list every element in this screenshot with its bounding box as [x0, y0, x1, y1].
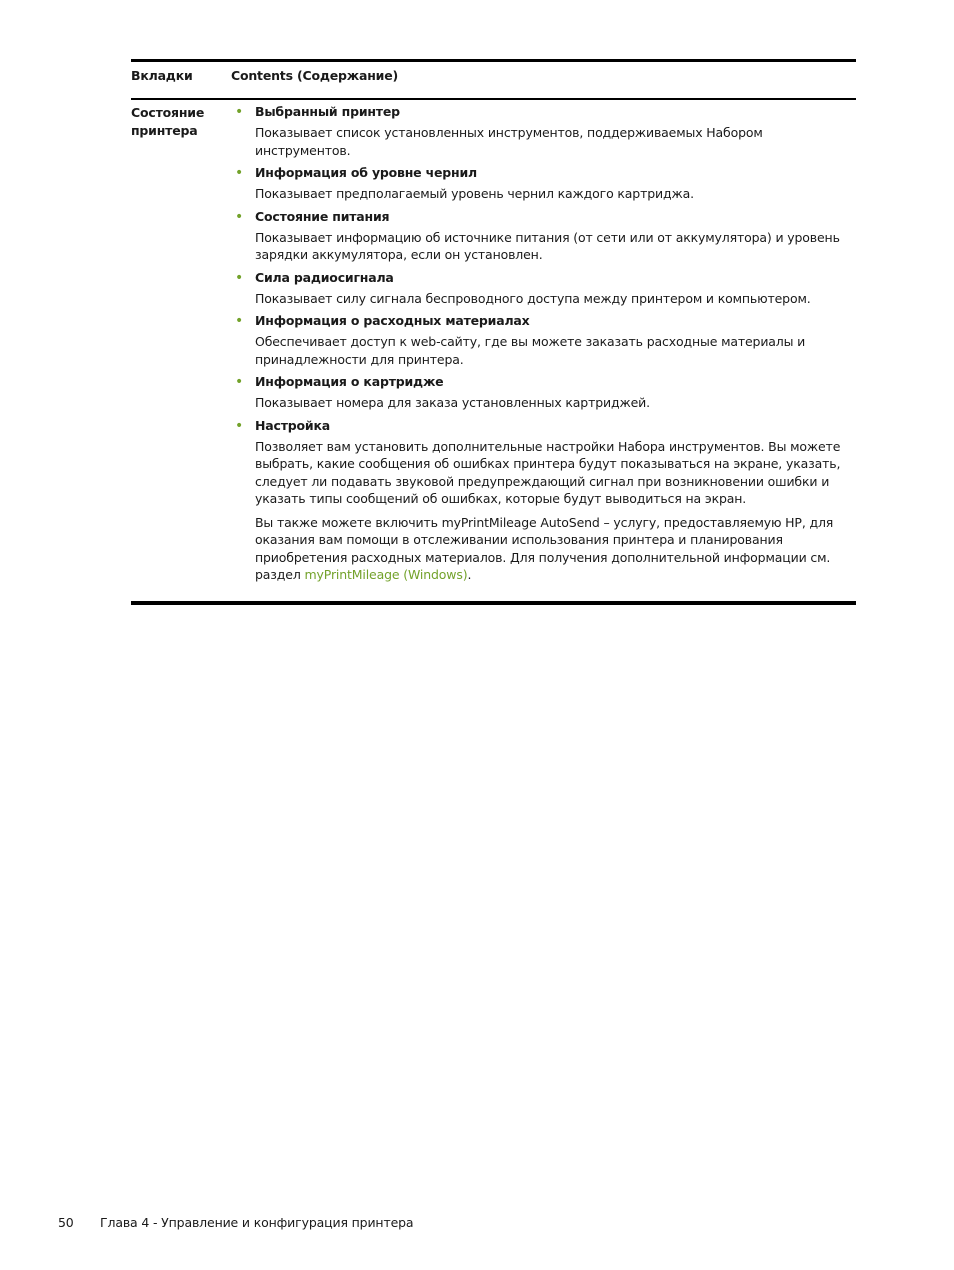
item-description: Показывает список установленных инструментов, поддерживаемых Набором инструментов.	[255, 125, 763, 158]
item-description: Позволяет вам установить дополнительные настройки Набора инструментов. Вы можете выбрать, какие сообщения об ошибках принтера будут показываться на экране, указать, следует ли подавать звуковой предупреждающий сигнал при возникновении ошибки и указать типы сообщений об ошибках, которые будут выводиться на экран.	[255, 438, 841, 506]
row-contents	[231, 103, 856, 589]
bullet-icon: •	[235, 104, 244, 120]
table-bottom-rule	[131, 601, 856, 605]
autosend-text: Вы также можете включить myPrintMileage AutoSend – услугу, предоставляемую HP, для оказания вам помощи в отслеживании использования принтера и планирования приобретения расходных материалов. Для получения дополнительной информации см. раздел	[255, 514, 834, 582]
list-item-selected-printer	[231, 103, 856, 159]
list-item-settings	[231, 417, 856, 584]
table-row	[131, 100, 856, 601]
item-title: Информация о расходных материалах	[255, 313, 530, 328]
autosend-text-end: .	[467, 567, 472, 582]
list-item-signal-strength	[231, 269, 856, 308]
item-title: Состояние питания	[255, 208, 390, 224]
item-title: Сила радиосигнала	[255, 269, 394, 285]
item-description: Показывает предполагаемый уровень чернил каждого картриджа.	[255, 186, 694, 201]
header-contents-column: Contents (Содержание)	[231, 68, 399, 83]
item-description: Показывает номера для заказа установленных картриджей.	[255, 395, 650, 410]
item-description: Показывает силу сигнала беспроводного доступа между принтером и компьютером.	[255, 290, 811, 306]
item-title: Настройка	[255, 417, 330, 433]
item-title: Выбранный принтер	[255, 104, 400, 119]
row-tab-label: Состояние принтера	[131, 105, 205, 138]
item-description: Показывает информацию об источнике питания (от сети или от аккумулятора) и уровень зарядки аккумулятора, если он установлен.	[255, 229, 840, 262]
content-table	[131, 59, 856, 605]
item-title: Информация об уровне чернил	[255, 165, 477, 180]
bullet-icon: •	[235, 165, 244, 181]
list-item-power-status	[231, 208, 856, 264]
list-item-ink-level	[231, 164, 856, 203]
table-header-row	[131, 62, 856, 98]
feature-list	[231, 103, 856, 584]
bullet-icon: •	[235, 269, 244, 286]
myprintmileage-windows-link[interactable]: myPrintMileage (Windows)	[304, 567, 468, 582]
item-description: Обеспечивает доступ к web-сайту, где вы можете заказать расходные материалы и принадлежности для принтера.	[255, 334, 806, 367]
chapter-title: Глава 4 - Управление и конфигурация принтера	[100, 1215, 414, 1230]
header-tabs-column: Вкладки	[131, 68, 193, 83]
bullet-icon: •	[235, 417, 244, 434]
bullet-icon: •	[235, 313, 244, 329]
item-title: Информация о картридже	[255, 374, 444, 389]
list-item-supplies-info	[231, 312, 856, 368]
page-number: 50	[58, 1215, 74, 1230]
bullet-icon: •	[235, 374, 244, 390]
bullet-icon: •	[235, 208, 244, 225]
page-footer	[58, 1214, 413, 1232]
item-description-autosend	[255, 514, 856, 584]
list-item-cartridge-info	[231, 373, 856, 412]
